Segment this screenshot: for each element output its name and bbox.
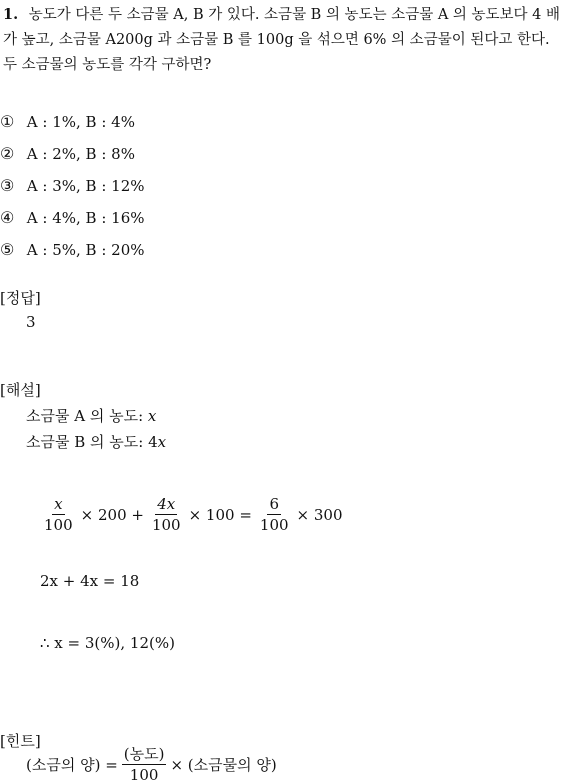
explanation-heading: [해설] bbox=[0, 381, 41, 399]
question-number: 1. bbox=[3, 6, 19, 23]
choice-4-mark: ④ bbox=[0, 208, 15, 227]
hint-heading: [힌트] bbox=[0, 732, 41, 750]
hint-fraction bbox=[122, 746, 167, 783]
choice-4-text: A : 4%, B : 16% bbox=[26, 209, 145, 227]
explanation-line-1-var: x bbox=[147, 407, 157, 425]
hint-lhs: (소금의 양) = bbox=[26, 756, 118, 774]
equation-1-term-3: × 300 bbox=[296, 505, 343, 524]
answer-heading: [정답] bbox=[0, 289, 41, 307]
fraction-numerator: (농도) bbox=[123, 745, 165, 763]
choice-1-mark: ① bbox=[0, 112, 15, 131]
equation-1-fraction-3 bbox=[260, 496, 289, 533]
fraction-denominator: 100 bbox=[259, 516, 289, 534]
explanation-line-1 bbox=[26, 405, 156, 426]
equation-1-fraction-1 bbox=[44, 496, 73, 533]
question-text-block bbox=[3, 2, 567, 78]
fraction-denominator: 100 bbox=[151, 516, 181, 534]
choice-2-text: A : 2%, B : 8% bbox=[26, 145, 135, 163]
choice-5[interactable] bbox=[0, 240, 145, 259]
choice-3[interactable] bbox=[0, 176, 145, 195]
answer-value: 3 bbox=[26, 313, 36, 331]
fraction-denominator: 100 bbox=[44, 516, 73, 534]
explanation-line-2-text: 소금물 B 의 농도: 4 bbox=[26, 433, 158, 451]
equation-2: 2x + 4x = 18 bbox=[40, 572, 140, 590]
fraction-denominator: 100 bbox=[129, 766, 159, 784]
equation-1-term-2: × 100 = bbox=[188, 505, 252, 524]
choice-4[interactable] bbox=[0, 208, 145, 227]
choice-3-mark: ③ bbox=[0, 176, 15, 195]
explanation-line-1-text: 소금물 A 의 농도: bbox=[26, 407, 148, 425]
question-body: 농도가 다른 두 소금물 A, B 가 있다. 소금물 B 의 농도는 소금물 A 의 농도보다 4 배가 높고, 소금물 A200g 과 소금물 B 를 100g 을 섞으면 6% 의 소금물이 된다고 한다. 두 소금물의 농도를 각각 구하면? bbox=[3, 7, 560, 73]
hint-formula bbox=[26, 746, 277, 783]
fraction-numerator: x bbox=[54, 495, 63, 513]
choice-5-text: A : 5%, B : 20% bbox=[26, 241, 145, 259]
equation-3: ∴ x = 3(%), 12(%) bbox=[40, 634, 175, 652]
explanation-line-2-var: x bbox=[157, 433, 167, 451]
choice-2-mark: ② bbox=[0, 144, 15, 163]
choice-5-mark: ⑤ bbox=[0, 240, 15, 259]
hint-rhs: × (소금물의 양) bbox=[170, 756, 277, 774]
explanation-line-2 bbox=[26, 431, 166, 452]
fraction-numerator: 6 bbox=[269, 495, 279, 513]
choice-1-text: A : 1%, B : 4% bbox=[26, 113, 135, 131]
choice-2[interactable] bbox=[0, 144, 135, 163]
equation-1 bbox=[40, 496, 347, 533]
choice-1[interactable] bbox=[0, 112, 135, 131]
equation-1-fraction-2 bbox=[152, 496, 181, 533]
choice-3-text: A : 3%, B : 12% bbox=[26, 177, 145, 195]
equation-1-term-1: × 200 + bbox=[80, 505, 144, 524]
fraction-numerator: 4x bbox=[157, 495, 176, 513]
